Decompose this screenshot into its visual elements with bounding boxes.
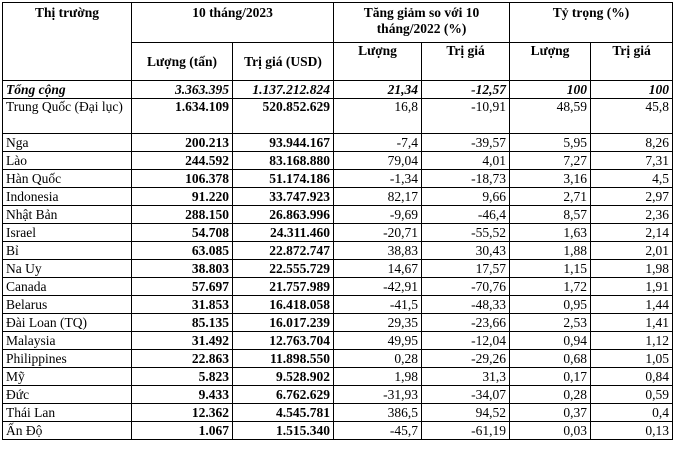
value-cell: 26.863.996 bbox=[233, 206, 334, 224]
share-value-cell: 45,8 bbox=[591, 99, 673, 134]
table-row bbox=[3, 350, 673, 368]
total-change-qty: 21,34 bbox=[334, 81, 422, 99]
change-value-cell: -70,76 bbox=[422, 278, 510, 296]
share-value-cell: 2,14 bbox=[591, 224, 673, 242]
share-value-cell: 1,41 bbox=[591, 314, 673, 332]
change-qty-cell: 82,17 bbox=[334, 188, 422, 206]
change-qty-cell: 29,35 bbox=[334, 314, 422, 332]
market-cell: Mỹ bbox=[3, 368, 132, 386]
change-qty-cell: -31,93 bbox=[334, 386, 422, 404]
table-row bbox=[3, 242, 673, 260]
share-qty-cell: 3,16 bbox=[510, 170, 591, 188]
change-qty-cell: 1,98 bbox=[334, 368, 422, 386]
change-value-cell: -39,57 bbox=[422, 134, 510, 152]
share-qty-cell: 1,72 bbox=[510, 278, 591, 296]
market-cell: Bỉ bbox=[3, 242, 132, 260]
market-cell: Na Uy bbox=[3, 260, 132, 278]
qty-cell: 1.067 bbox=[132, 422, 233, 440]
share-qty-cell: 0,94 bbox=[510, 332, 591, 350]
market-cell: Philippines bbox=[3, 350, 132, 368]
table-row bbox=[3, 386, 673, 404]
qty-cell: 63.085 bbox=[132, 242, 233, 260]
share-qty-header: Lượng bbox=[510, 43, 591, 81]
market-cell: Đài Loan (TQ) bbox=[3, 314, 132, 332]
share-value-cell: 0,59 bbox=[591, 386, 673, 404]
table-row bbox=[3, 278, 673, 296]
market-cell: Malaysia bbox=[3, 332, 132, 350]
share-qty-cell: 0,28 bbox=[510, 386, 591, 404]
value-cell: 1.515.340 bbox=[233, 422, 334, 440]
share-value-cell: 1,05 bbox=[591, 350, 673, 368]
value-cell: 24.311.460 bbox=[233, 224, 334, 242]
qty-cell: 31.492 bbox=[132, 332, 233, 350]
change-value-cell: -10,91 bbox=[422, 99, 510, 134]
change-value-cell: 4,01 bbox=[422, 152, 510, 170]
change-qty-cell: 386,5 bbox=[334, 404, 422, 422]
share-header: Tỷ trọng (%) bbox=[510, 3, 673, 43]
header-row-top bbox=[3, 3, 673, 43]
value-cell: 520.852.629 bbox=[233, 99, 334, 134]
share-value-cell: 0,84 bbox=[591, 368, 673, 386]
share-qty-cell: 7,27 bbox=[510, 152, 591, 170]
share-value-cell: 2,36 bbox=[591, 206, 673, 224]
change-qty-cell: -41,5 bbox=[334, 296, 422, 314]
qty-cell: 91.220 bbox=[132, 188, 233, 206]
table-row bbox=[3, 170, 673, 188]
total-share-qty: 100 bbox=[510, 81, 591, 99]
value-cell: 12.763.704 bbox=[233, 332, 334, 350]
qty-cell: 54.708 bbox=[132, 224, 233, 242]
change-value-cell: -61,19 bbox=[422, 422, 510, 440]
share-qty-cell: 0,95 bbox=[510, 296, 591, 314]
value-cell: 33.747.923 bbox=[233, 188, 334, 206]
qty-tons-header: Lượng (tấn) bbox=[132, 43, 233, 81]
qty-cell: 22.863 bbox=[132, 350, 233, 368]
change-qty-cell: 38,83 bbox=[334, 242, 422, 260]
qty-cell: 1.634.109 bbox=[132, 99, 233, 134]
table-row bbox=[3, 134, 673, 152]
share-qty-cell: 0,03 bbox=[510, 422, 591, 440]
qty-cell: 106.378 bbox=[132, 170, 233, 188]
share-qty-cell: 1,88 bbox=[510, 242, 591, 260]
share-qty-cell: 5,95 bbox=[510, 134, 591, 152]
qty-cell: 85.135 bbox=[132, 314, 233, 332]
market-cell: Lào bbox=[3, 152, 132, 170]
share-value-cell: 0,4 bbox=[591, 404, 673, 422]
market-header: Thị trường bbox=[3, 3, 132, 81]
change-value-cell: -29,26 bbox=[422, 350, 510, 368]
market-cell: Ấn Độ bbox=[3, 422, 132, 440]
change-value-cell: -12,04 bbox=[422, 332, 510, 350]
share-qty-cell: 1,15 bbox=[510, 260, 591, 278]
total-change-value: -12,57 bbox=[422, 81, 510, 99]
change-value-cell: -48,33 bbox=[422, 296, 510, 314]
share-value-cell: 1,98 bbox=[591, 260, 673, 278]
share-value-header: Trị giá bbox=[591, 43, 673, 81]
share-qty-cell: 1,63 bbox=[510, 224, 591, 242]
share-value-cell: 1,12 bbox=[591, 332, 673, 350]
table-row bbox=[3, 422, 673, 440]
value-usd-header: Trị giá (USD) bbox=[233, 43, 334, 81]
share-qty-cell: 0,68 bbox=[510, 350, 591, 368]
share-value-cell: 7,31 bbox=[591, 152, 673, 170]
value-cell: 51.174.186 bbox=[233, 170, 334, 188]
change-value-header: Trị giá bbox=[422, 43, 510, 81]
value-cell: 4.545.781 bbox=[233, 404, 334, 422]
total-share-value: 100 bbox=[591, 81, 673, 99]
change-value-cell: -46,4 bbox=[422, 206, 510, 224]
market-cell: Canada bbox=[3, 278, 132, 296]
value-cell: 9.528.902 bbox=[233, 368, 334, 386]
change-header: Tăng giảm so với 10 tháng/2022 (%) bbox=[334, 3, 510, 43]
market-cell: Israel bbox=[3, 224, 132, 242]
share-value-cell: 1,91 bbox=[591, 278, 673, 296]
change-value-cell: -55,52 bbox=[422, 224, 510, 242]
share-value-cell: 2,97 bbox=[591, 188, 673, 206]
table-row bbox=[3, 206, 673, 224]
total-label: Tổng cộng bbox=[3, 81, 132, 99]
market-cell: Belarus bbox=[3, 296, 132, 314]
change-qty-cell: -42,91 bbox=[334, 278, 422, 296]
share-qty-cell: 0,17 bbox=[510, 368, 591, 386]
table-row bbox=[3, 260, 673, 278]
change-qty-cell: 16,8 bbox=[334, 99, 422, 134]
change-qty-cell: -20,71 bbox=[334, 224, 422, 242]
table-row bbox=[3, 188, 673, 206]
change-qty-cell: -1,34 bbox=[334, 170, 422, 188]
share-value-cell: 8,26 bbox=[591, 134, 673, 152]
change-value-cell: 17,57 bbox=[422, 260, 510, 278]
value-cell: 22.872.747 bbox=[233, 242, 334, 260]
table-row bbox=[3, 314, 673, 332]
share-value-cell: 4,5 bbox=[591, 170, 673, 188]
market-cell: Trung Quốc (Đại lục) bbox=[3, 99, 132, 134]
table-row bbox=[3, 224, 673, 242]
change-value-cell: 94,52 bbox=[422, 404, 510, 422]
share-qty-cell: 48,59 bbox=[510, 99, 591, 134]
value-cell: 22.555.729 bbox=[233, 260, 334, 278]
qty-cell: 5.823 bbox=[132, 368, 233, 386]
share-qty-cell: 2,71 bbox=[510, 188, 591, 206]
market-cell: Nhật Bản bbox=[3, 206, 132, 224]
table-row bbox=[3, 404, 673, 422]
qty-cell: 9.433 bbox=[132, 386, 233, 404]
change-qty-cell: 0,28 bbox=[334, 350, 422, 368]
share-value-cell: 1,44 bbox=[591, 296, 673, 314]
change-value-cell: 9,66 bbox=[422, 188, 510, 206]
total-qty: 3.363.395 bbox=[132, 81, 233, 99]
change-qty-cell: 14,67 bbox=[334, 260, 422, 278]
value-cell: 16.017.239 bbox=[233, 314, 334, 332]
value-cell: 83.168.880 bbox=[233, 152, 334, 170]
period-header: 10 tháng/2023 bbox=[132, 3, 334, 43]
share-value-cell: 0,13 bbox=[591, 422, 673, 440]
table-row bbox=[3, 152, 673, 170]
market-cell: Thái Lan bbox=[3, 404, 132, 422]
export-markets-table bbox=[2, 2, 673, 440]
change-qty-cell: 79,04 bbox=[334, 152, 422, 170]
change-qty-cell: -45,7 bbox=[334, 422, 422, 440]
value-cell: 21.757.989 bbox=[233, 278, 334, 296]
share-qty-cell: 0,37 bbox=[510, 404, 591, 422]
value-cell: 93.944.167 bbox=[233, 134, 334, 152]
change-qty-cell: -7,4 bbox=[334, 134, 422, 152]
value-cell: 16.418.058 bbox=[233, 296, 334, 314]
market-cell: Indonesia bbox=[3, 188, 132, 206]
market-cell: Hàn Quốc bbox=[3, 170, 132, 188]
change-value-cell: -34,07 bbox=[422, 386, 510, 404]
change-qty-header: Lượng bbox=[334, 43, 422, 81]
change-qty-cell: 49,95 bbox=[334, 332, 422, 350]
table-row bbox=[3, 99, 673, 134]
qty-cell: 57.697 bbox=[132, 278, 233, 296]
share-qty-cell: 8,57 bbox=[510, 206, 591, 224]
change-qty-cell: -9,69 bbox=[334, 206, 422, 224]
change-value-cell: -18,73 bbox=[422, 170, 510, 188]
qty-cell: 200.213 bbox=[132, 134, 233, 152]
qty-cell: 12.362 bbox=[132, 404, 233, 422]
market-cell: Nga bbox=[3, 134, 132, 152]
change-value-cell: 30,43 bbox=[422, 242, 510, 260]
total-value: 1.137.212.824 bbox=[233, 81, 334, 99]
table-row bbox=[3, 332, 673, 350]
change-value-cell: 31,3 bbox=[422, 368, 510, 386]
market-cell: Đức bbox=[3, 386, 132, 404]
value-cell: 6.762.629 bbox=[233, 386, 334, 404]
table-row bbox=[3, 368, 673, 386]
qty-cell: 288.150 bbox=[132, 206, 233, 224]
table-row bbox=[3, 296, 673, 314]
qty-cell: 38.803 bbox=[132, 260, 233, 278]
change-value-cell: -23,66 bbox=[422, 314, 510, 332]
qty-cell: 31.853 bbox=[132, 296, 233, 314]
share-value-cell: 2,01 bbox=[591, 242, 673, 260]
value-cell: 11.898.550 bbox=[233, 350, 334, 368]
share-qty-cell: 2,53 bbox=[510, 314, 591, 332]
total-row bbox=[3, 81, 673, 99]
qty-cell: 244.592 bbox=[132, 152, 233, 170]
